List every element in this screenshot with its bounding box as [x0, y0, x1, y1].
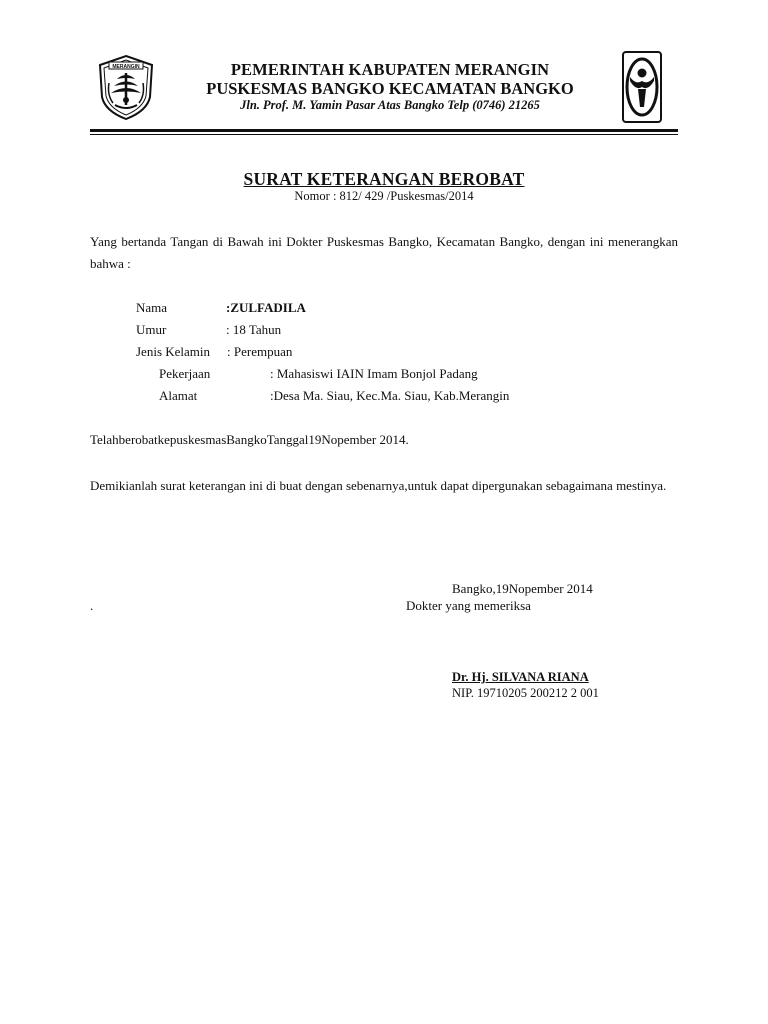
- document-number: Nomor : 812/ 429 /Puskesmas/2014: [294, 189, 474, 203]
- header-rule-thick: [90, 129, 678, 132]
- field-label-nama: Nama: [136, 300, 168, 315]
- field-label-jenis-kelamin: Jenis Kelamin: [136, 344, 211, 359]
- header-puskesmas-line: PUSKESMAS BANGKO KECAMATAN BANGKO: [206, 79, 574, 98]
- treatment-statement: TelahberobatkepuskesmasBangkoTanggal19Nopember 2014.: [90, 432, 409, 447]
- logo-left-text: MERANGIN: [112, 64, 140, 70]
- signature-nip: NIP. 19710205 200212 2 001: [452, 686, 599, 700]
- closing-paragraph: Demikianlah surat keterangan ini di buat dengan sebenarnya,untuk dapat dipergunakan sebagaimana mestinya.: [90, 478, 667, 493]
- field-value-alamat: :Desa Ma. Siau, Kec.Ma. Siau, Kab.Merangin: [270, 388, 510, 403]
- field-value-pekerjaan: : Mahasiswi IAIN Imam Bonjol Padang: [270, 366, 478, 381]
- intro-paragraph: Yang bertanda Tangan di Bawah ini Dokter Puskesmas Bangko, Kecamatan Bangko, dengan ini menerangkan bahwa :: [90, 234, 678, 271]
- signature-place-date: Bangko,19Nopember 2014: [452, 581, 593, 596]
- merangin-regency-logo-icon: [95, 53, 157, 121]
- field-value-umur: : 18 Tahun: [226, 322, 282, 337]
- signature-doctor-name: Dr. Hj. SILVANA RIANA: [452, 670, 589, 684]
- field-value-jenis-kelamin: : Perempuan: [227, 344, 293, 359]
- field-value-nama: :ZULFADILA: [226, 300, 306, 315]
- header-government-line: PEMERINTAH KABUPATEN MERANGIN: [230, 60, 550, 79]
- signature-role: Dokter yang memeriksa: [406, 598, 531, 613]
- header-rule-thin: [90, 134, 678, 135]
- header-address-line: Jln. Prof. M. Yamin Pasar Atas Bangko Telp (0746) 21265: [240, 98, 540, 112]
- field-label-umur: Umur: [136, 322, 167, 337]
- field-label-pekerjaan: Pekerjaan: [159, 366, 211, 381]
- field-label-alamat: Alamat: [159, 388, 198, 403]
- health-ministry-logo-icon: [622, 51, 662, 123]
- stray-dot: .: [90, 598, 94, 613]
- document-title: SURAT KETERANGAN BEROBAT: [243, 169, 525, 189]
